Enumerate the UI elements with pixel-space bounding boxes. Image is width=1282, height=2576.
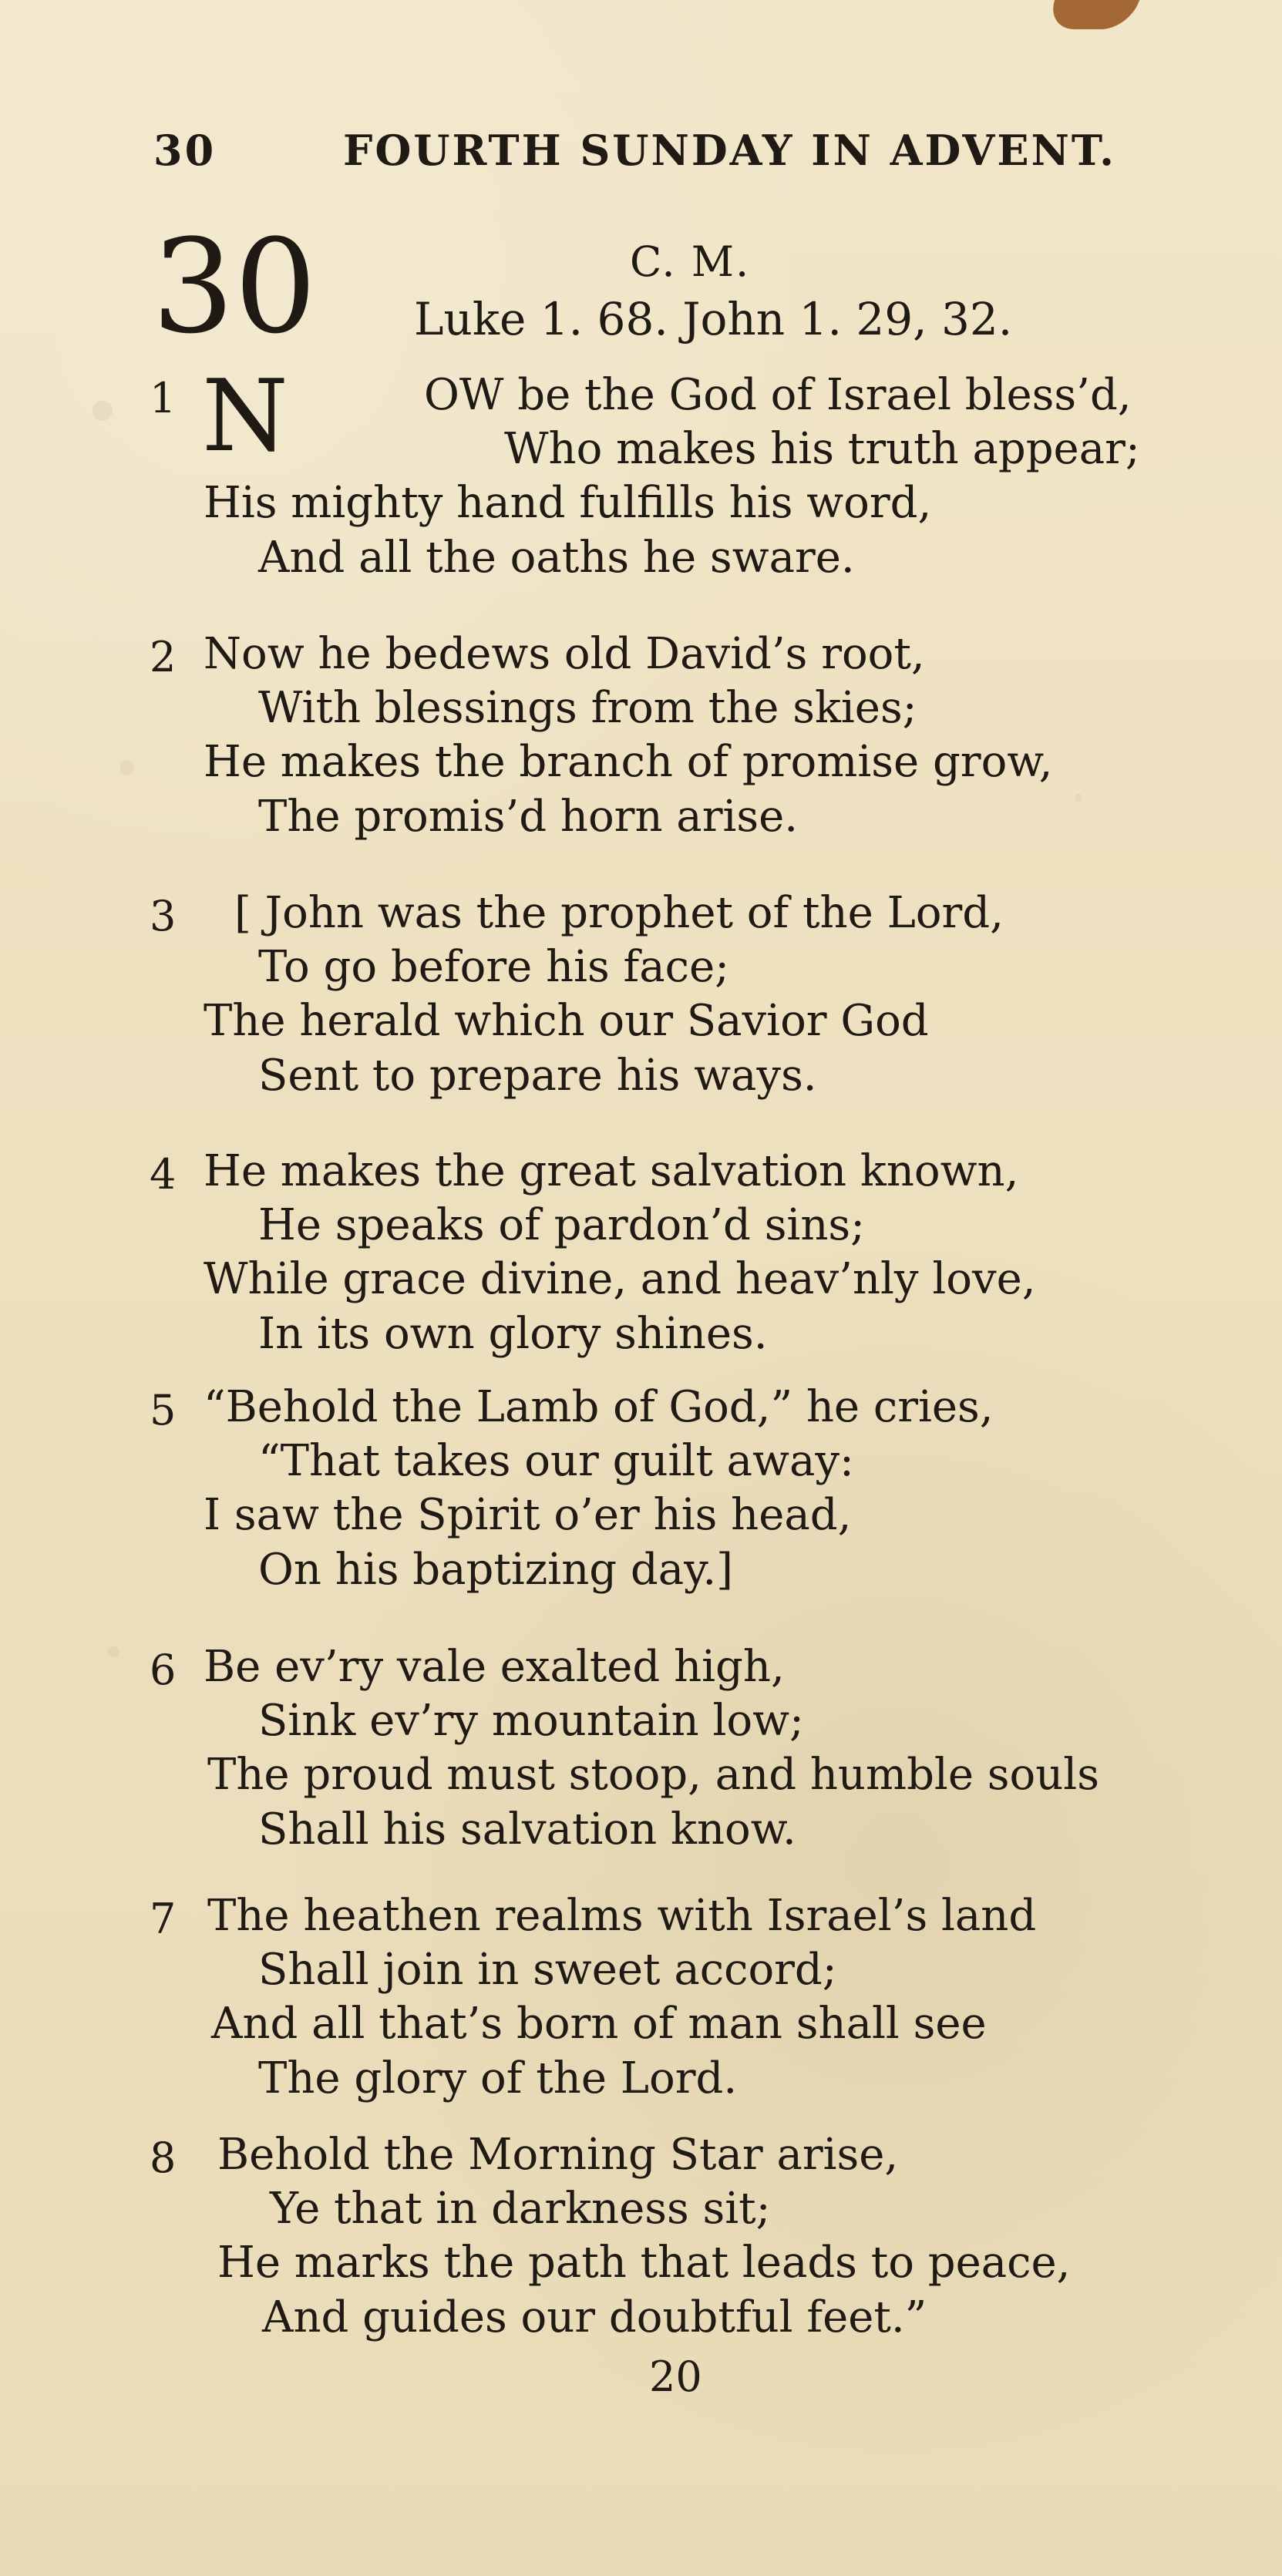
verse-line: And all that’s born of man shall see (211, 1999, 987, 2049)
page-header (153, 126, 1116, 187)
verse-line: In its own glory shines. (258, 1309, 768, 1359)
verse-line: On his baptizing day.] (258, 1545, 733, 1595)
verse-6 (150, 1642, 1167, 1861)
verse-number: 1 (150, 374, 177, 422)
verse-line: To go before his face; (258, 942, 730, 992)
verse-5 (150, 1382, 1167, 1602)
verse-line: He marks the path that leads to peace, (217, 2238, 1071, 2288)
verse-line: OW be the God of Israel bless’d, (424, 370, 1132, 420)
verse-line: His mighty hand fulfills his word, (204, 478, 932, 528)
page-stain (108, 1646, 119, 1657)
running-title: FOURTH SUNDAY IN ADVENT. (343, 126, 1116, 175)
verse-line: Behold the Morning Star arise, (217, 2130, 899, 2180)
verse-line: The heathen realms with Israel’s land (207, 1891, 1037, 1941)
verse-line: The proud must stoop, and humble souls (207, 1750, 1099, 1800)
verse-line: “Behold the Lamb of God,” he cries, (204, 1382, 994, 1432)
verse-line: “That takes our guilt away: (258, 1436, 854, 1486)
verse-line: The promis’d horn arise. (258, 792, 799, 842)
page-stain (120, 761, 134, 775)
verse-line: And guides our doubtful feet.” (262, 2292, 927, 2342)
verse-line: He makes the branch of promise grow, (204, 737, 1053, 787)
verse-line: Be ev’ry vale exalted high, (204, 1642, 785, 1692)
verse-number: 6 (150, 1646, 177, 1694)
verse-number: 4 (150, 1150, 177, 1199)
verse-line: And all the oaths he sware. (258, 533, 855, 583)
verse-line: He speaks of pardon’d sins; (258, 1200, 866, 1250)
verse-number: 2 (150, 633, 177, 681)
verse-line: The glory of the Lord. (258, 2053, 738, 2104)
verse-line: [ John was the prophet of the Lord, (234, 888, 1004, 938)
verse-number: 3 (150, 892, 177, 940)
verse-3 (150, 888, 1167, 1108)
hymn-number: 30 (152, 211, 317, 362)
verse-line: Ye that in darkness sit; (270, 2184, 771, 2234)
verse-line: I saw the Spirit o’er his head, (204, 1490, 852, 1540)
verse-7 (150, 1891, 1167, 2110)
verse-2 (150, 629, 1167, 849)
verse-line: The herald which our Savior God (204, 996, 929, 1046)
verse-line: Sent to prepare his ways. (258, 1051, 817, 1101)
verse-1 (150, 359, 1167, 590)
page-number: 30 (153, 126, 217, 175)
dropcap-container (202, 359, 333, 474)
verse-number: 5 (150, 1386, 177, 1434)
verse-line: While grace divine, and heav’nly love, (204, 1254, 1036, 1304)
verse-number: 7 (150, 1895, 177, 1943)
dropcap-letter: N (202, 359, 288, 474)
verse-line: Shall join in sweet accord; (258, 1945, 837, 1995)
verse-number: 8 (150, 2134, 177, 2182)
signature-mark: 20 (649, 2352, 702, 2401)
verse-4 (150, 1146, 1167, 1366)
scripture-reference: Luke 1. 68. John 1. 29, 32. (414, 293, 1013, 345)
page-stain (93, 401, 113, 421)
verse-line: Shall his salvation know. (258, 1804, 796, 1855)
verse-line: Who makes his truth appear; (504, 424, 1140, 474)
verse-line: Sink ev’ry mountain low; (258, 1696, 804, 1746)
page-tab-mark (1045, 0, 1139, 29)
verse-8 (150, 2130, 1167, 2349)
verse-line: He makes the great salvation known, (204, 1146, 1019, 1196)
hymn-meter: C. M. (630, 237, 751, 286)
verse-line: Now he bedews old David’s root, (204, 629, 925, 679)
verse-line: With blessings from the skies; (258, 683, 917, 733)
